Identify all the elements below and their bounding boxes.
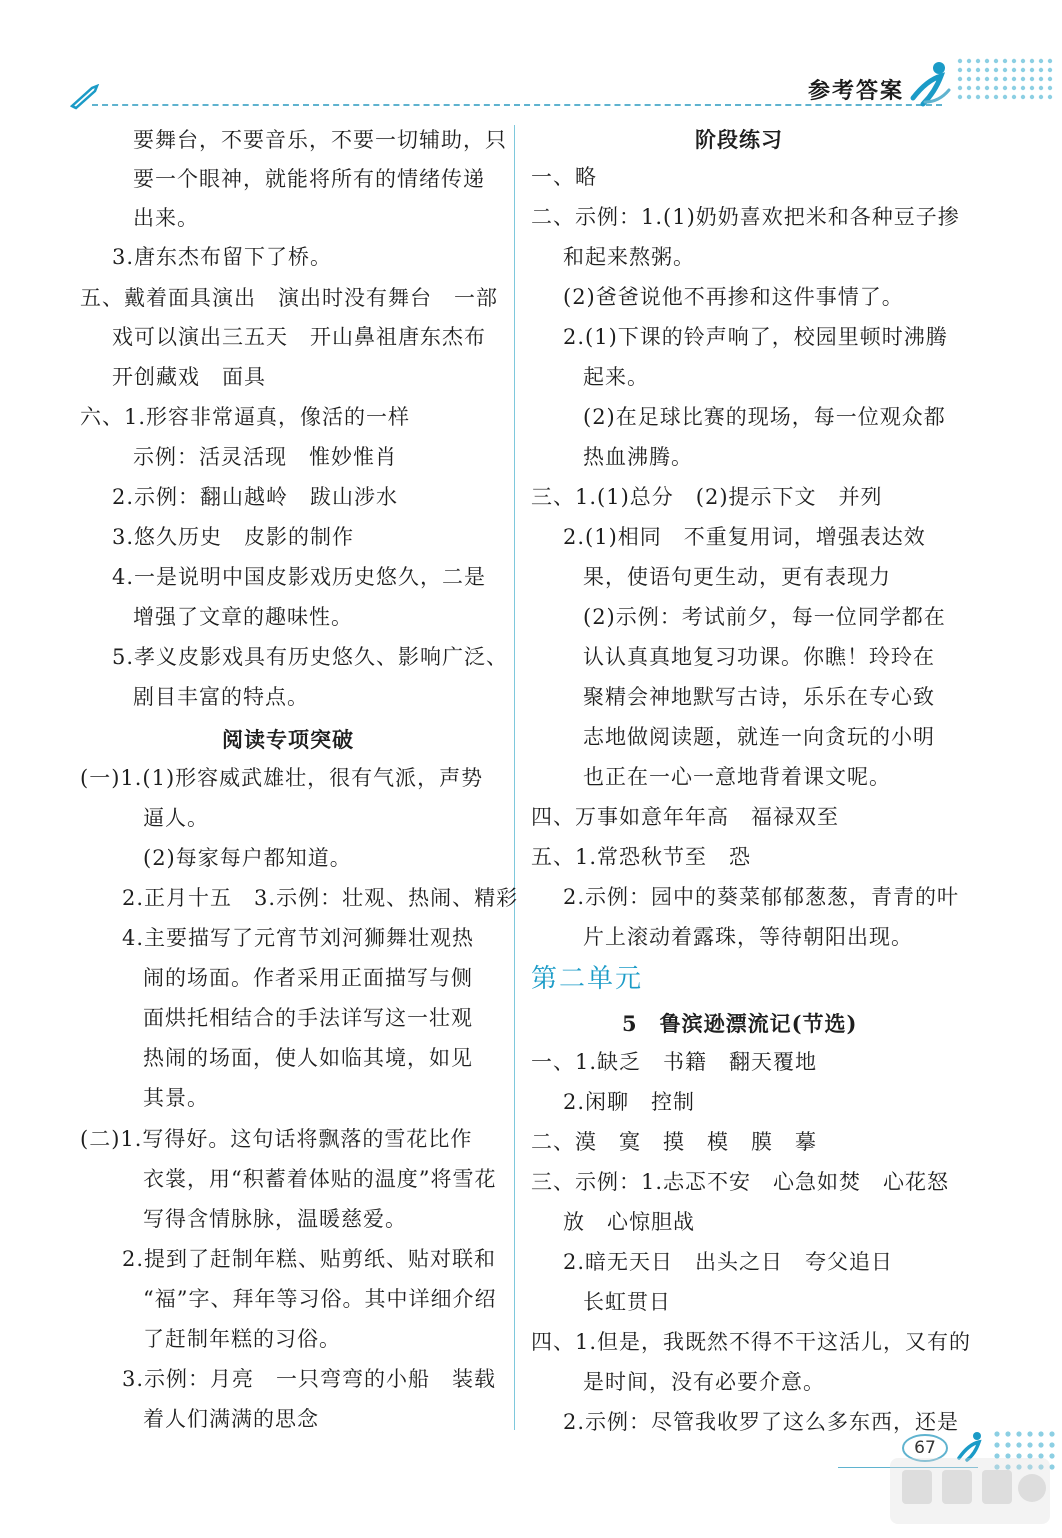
unit-title: 第二单元 <box>531 964 644 994</box>
answer-line: 认认真真地复习功课。你瞧！玲玲在 <box>583 645 935 669</box>
answer-line: 要舞台，不要音乐，不要一切辅助，只 <box>133 128 507 152</box>
page-header <box>0 0 1062 122</box>
section-title: 5 鲁滨逊漂流记(节选) <box>622 1011 858 1036</box>
answer-line: “福”字、拜年等习俗。其中详细介绍 <box>143 1287 497 1311</box>
answer-line: 热血沸腾。 <box>583 445 693 469</box>
answer-line: 闹的场面。作者采用正面描写与侧 <box>143 966 473 990</box>
answer-line: 3.唐东杰布留下了桥。 <box>112 245 333 269</box>
answer-line: 五、戴着面具演出 演出时没有舞台 一部 <box>80 286 498 310</box>
answer-line: 2.正月十五 3.示例：壮观、热闹、精彩 <box>122 886 519 910</box>
answer-line: 2.提到了赶制年糕、贴剪纸、贴对联和 <box>122 1247 497 1271</box>
answer-line: 面烘托相结合的手法详写这一壮观 <box>143 1006 473 1030</box>
answer-line: 2.闲聊 控制 <box>563 1090 696 1114</box>
answer-line: 六、1.形容非常逼真，像活的一样 <box>80 405 411 429</box>
answer-line: 二、示例：1.(1)奶奶喜欢把米和各种豆子掺 <box>531 205 960 229</box>
answer-line: 果，使语句更生动，更有表现力 <box>583 565 891 589</box>
answer-line: 3.示例：月亮 一只弯弯的小船 装载 <box>122 1367 497 1391</box>
answer-line: 逼人。 <box>143 806 209 830</box>
answer-line: 剧目丰富的特点。 <box>133 685 309 709</box>
answer-line: (2)每家每户都知道。 <box>143 846 352 870</box>
answer-line: 要一个眼神，就能将所有的情绪传递 <box>133 167 485 191</box>
answer-line: 出来。 <box>133 206 199 230</box>
pen-logo-icon <box>70 84 100 114</box>
answer-line: 五、1.常恐秋节至 恐 <box>531 845 752 869</box>
answer-line: 2.示例：尽管我收罗了这么多东西，还是 <box>563 1410 960 1434</box>
answer-line: 一、略 <box>531 165 597 189</box>
answer-line: 示例：活灵活现 惟妙惟肖 <box>133 445 397 469</box>
answer-line: 志地做阅读题，就连一向贪玩的小明 <box>583 725 935 749</box>
answer-line: 放 心惊胆战 <box>563 1210 695 1234</box>
answer-line: (一)1.(1)形容威武雄壮，很有气派，声势 <box>80 766 484 790</box>
answer-line: 片上滚动着露珠，等待朝阳出现。 <box>583 925 913 949</box>
answer-line: 三、示例：1.忐忑不安 心急如焚 心花怒 <box>531 1170 950 1194</box>
answer-line: 2.(1)下课的铃声响了，校园里顿时沸腾 <box>563 325 948 349</box>
answer-line: 聚精会神地默写古诗，乐乐在专心致 <box>583 685 935 709</box>
header-title: 参考答案 <box>808 79 905 104</box>
answer-line: 也正在一心一意地背着课文呢。 <box>583 765 891 789</box>
answer-line: 三、1.(1)总分 (2)提示下文 并列 <box>531 485 883 509</box>
answer-line: (二)1.写得好。这句话将飘落的雪花比作 <box>80 1127 473 1151</box>
answer-line: 长虹贯日 <box>583 1290 671 1314</box>
answer-line: 二、漠 寞 摸 模 膜 摹 <box>531 1130 817 1154</box>
page-number: 67 <box>914 1438 936 1458</box>
answer-line: 增强了文章的趣味性。 <box>133 605 353 629</box>
answer-line: 4.主要描写了元宵节刘河狮舞壮观热 <box>122 926 475 950</box>
answer-line: 是时间，没有必要介意。 <box>583 1370 825 1394</box>
answer-line: 2.示例：园中的葵菜郁郁葱葱，青青的叶 <box>563 885 960 909</box>
column-divider <box>514 125 515 1430</box>
answer-line: 四、万事如意年年高 福禄双至 <box>531 805 839 829</box>
answer-line: 和起来熬粥。 <box>563 245 695 269</box>
answer-line: (2)爸爸说他不再掺和这件事情了。 <box>563 285 904 309</box>
answer-line: (2)示例：考试前夕，每一位同学都在 <box>583 605 946 629</box>
answer-line: 四、1.但是，我既然不得不干这活儿，又有的 <box>531 1330 972 1354</box>
answer-line: 写得含情脉脉，温暖慈爱。 <box>143 1207 407 1231</box>
answer-line: 其景。 <box>143 1086 209 1110</box>
section-title: 阶段练习 <box>695 127 783 152</box>
answer-line: 3.悠久历史 皮影的制作 <box>112 525 355 549</box>
answer-line: 2.暗无天日 出头之日 夸父追日 <box>563 1250 894 1274</box>
mascot-icon <box>905 58 957 114</box>
header-dot-pattern <box>955 56 1060 110</box>
section-title: 阅读专项突破 <box>222 727 354 752</box>
answer-line: 2.(1)相同 不重复用词，增强表达效 <box>563 525 926 549</box>
answer-line: 一、1.缺乏 书籍 翻天覆地 <box>531 1050 818 1074</box>
answer-line: (2)在足球比赛的现场，每一位观众都 <box>583 405 946 429</box>
answer-line: 衣裳，用“积蓄着体贴的温度”将雪花 <box>143 1167 497 1191</box>
answer-line: 了赶制年糕的习俗。 <box>143 1327 341 1351</box>
answer-line: 5.孝义皮影戏具有历史悠久、影响广泛、 <box>112 645 509 669</box>
answer-line: 热闹的场面，使人如临其境，如见 <box>143 1046 473 1070</box>
answer-line: 4.一是说明中国皮影戏历史悠久，二是 <box>112 565 487 589</box>
answer-line: 开创藏戏 面具 <box>112 365 266 389</box>
answer-line: 2.示例：翻山越岭 跋山涉水 <box>112 485 399 509</box>
answer-line: 着人们满满的思念 <box>143 1407 319 1431</box>
watermark-logo <box>880 1450 1060 1538</box>
answer-line: 起来。 <box>583 365 649 389</box>
answer-line: 戏可以演出三五天 开山鼻祖唐东杰布 <box>112 325 486 349</box>
